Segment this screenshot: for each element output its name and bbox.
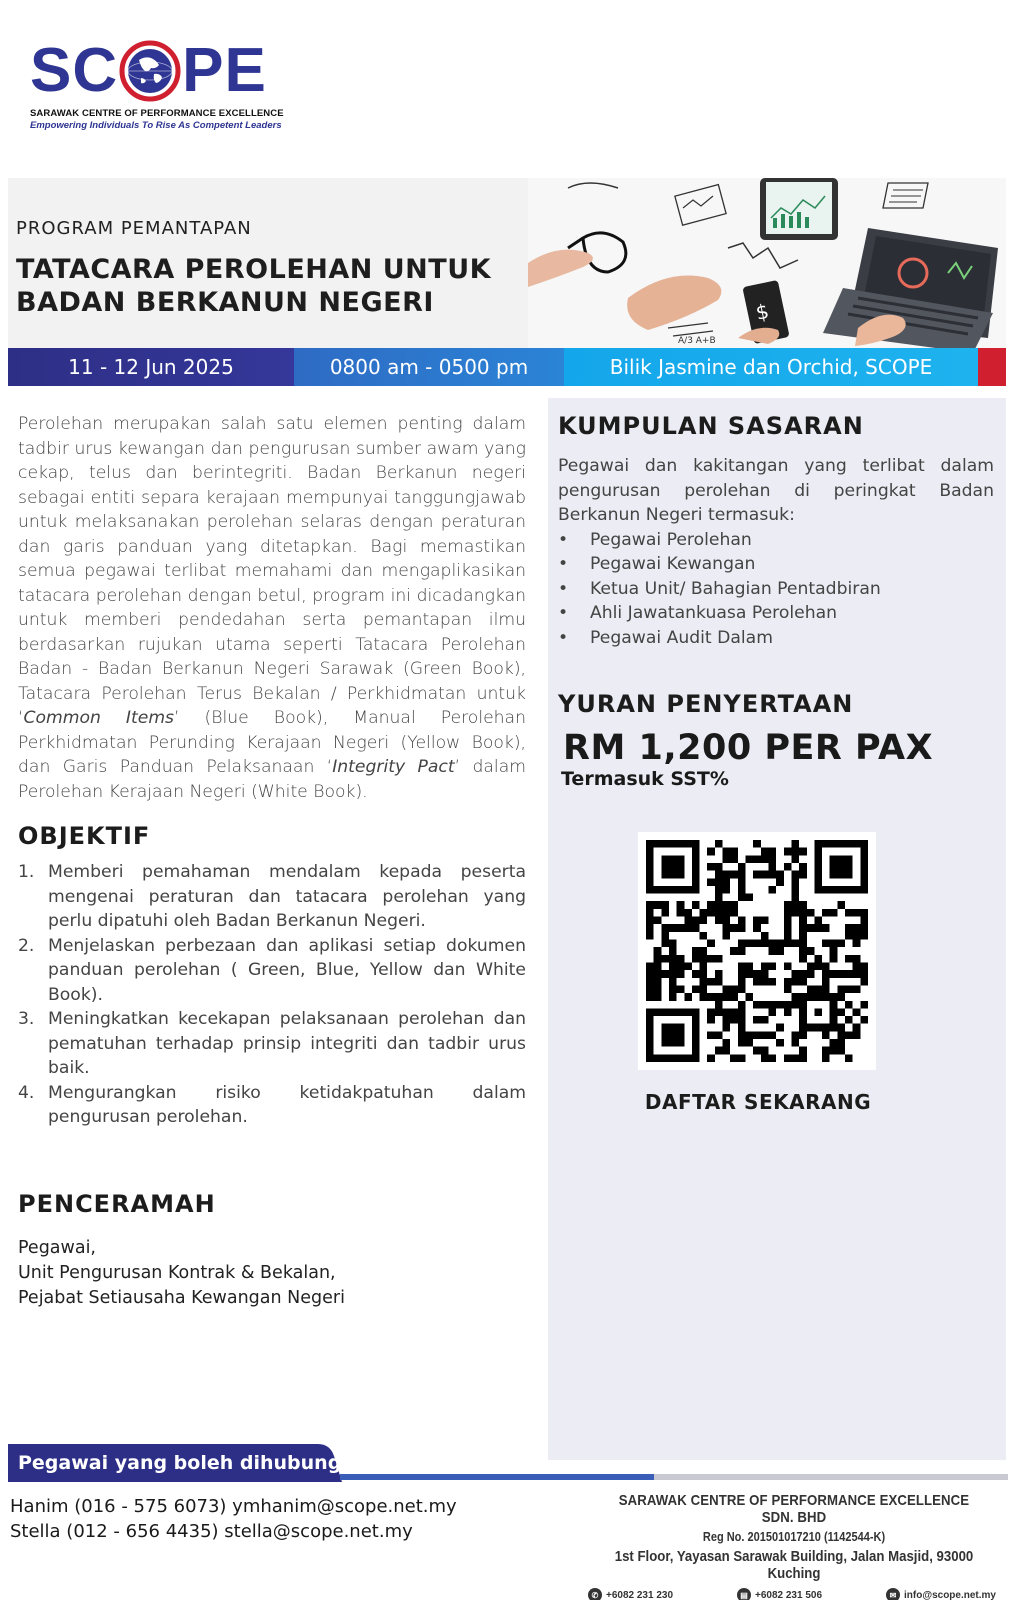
banner-text [16,218,491,319]
program-title [16,253,491,319]
list-text: Ketua Unit/ Bahagian Pentadbiran [590,578,881,599]
logo-word-left: SC [30,36,119,105]
email-text: info@scope.net.my [904,1589,996,1600]
qr-code-icon [646,840,868,1062]
contact-tab [8,1444,348,1482]
intro-text-2: ’ (Blue Book), Manual Perolehan Perkhidmatan Perunding Kerajaan Negeri (Yellow Book), dan Garis Panduan Pelaksanaan ‘ [18,708,526,777]
logo-word-right: PE [182,36,267,105]
logo-wordmark [30,38,290,104]
penceramah-text [18,1236,345,1311]
bullet-icon: • [558,529,569,550]
list-text: Pegawai Perolehan [590,529,752,550]
list-item [558,626,994,651]
logo-tagline: Empowering Individuals To Rise As Competent Leaders [30,120,282,131]
phone-icon: ✆ [588,1588,602,1600]
penceramah-line: Unit Pengurusan Kontrak & Bekalan, [18,1263,336,1283]
bullet-icon: • [558,627,569,648]
registration-qr-code[interactable] [638,832,876,1070]
company-email[interactable] [886,1588,996,1600]
list-item [18,1081,526,1130]
event-info-bar [8,348,1006,386]
company-fax[interactable] [737,1588,822,1600]
program-label: PROGRAM PEMANTAPAN [16,218,252,239]
list-item [558,601,994,626]
list-item [18,1007,526,1081]
company-info [582,1492,1006,1600]
list-item [558,528,994,553]
footer-divider [654,1474,1008,1480]
globe-icon [119,40,181,102]
yuran-heading: YURAN PENYERTAAN [558,690,854,718]
contact-persons [10,1494,457,1544]
company-contacts [582,1588,1006,1600]
svg-text:$: $ [753,298,771,325]
left-column [18,412,526,1130]
company-phone[interactable] [588,1588,673,1600]
right-column [558,412,994,790]
list-text: Ahli Jawatankuasa Perolehan [590,603,838,623]
desk-illustration [528,178,1006,348]
contact-line[interactable]: Hanim (016 - 575 6073) ymhanim@scope.net.my [10,1496,457,1517]
intro-italic-2: Integrity Pact [332,757,455,777]
list-text: Pegawai Audit Dalam [590,627,773,648]
objektif-heading: OBJEKTIF [18,822,151,850]
list-text: Memberi pemahaman mendalam kepada peserta mengenai peraturan dan tatacara perolehan yang perlu dipatuhi oleh Badan Berkanun Negeri. [48,862,526,931]
list-text: Meningkatkan kecekapan pelaksanaan perolehan dan pematuhan terhadap prinsip integriti dan tadbir urus baik. [48,1009,526,1078]
intro-italic-1: Common Items [23,708,175,728]
intro-paragraph [18,412,526,804]
company-reg: Reg No. 201501017210 (1142544-K) [702,1530,886,1544]
kumpulan-list [558,528,994,651]
phone-text: +6082 231 230 [606,1589,674,1600]
fee-amount: RM 1,200 PER PAX [563,728,934,768]
company-address: 1st Floor, Yayasan Sarawak Building, Jalan Masjid, 93000 Kuching [614,1548,974,1582]
list-text: Pegawai Kewangan [590,554,756,574]
footer-divider [340,1474,654,1480]
bullet-icon: • [558,603,569,623]
list-text: Menjelaskan perbezaan dan aplikasi setiap dokumen panduan perolehan ( Green, Blue, Yellow dan White Book). [48,935,526,1005]
intro-text-1: Perolehan merupakan salah satu elemen penting dalam tadbir urus kewangan dan pengurusan sumber awam yang cekap, telus dan berintegriti. Badan Berkanun negeri sebagai entiti separa kerajaan mempunyai tanggungjawab untuk melaksanakan perolehan selaras dengan peraturan dan garis panduan yang ditetapkan. Bagi memastikan semua pegawai terlibat memahami dan mengaplikasikan tatacara perolehan dengan betul, program ini dicadangkan untuk memberi pendedahan serta pemantapan ilmu berdasarkan rujukan utama seperti Tatacara Perolehan Badan - Badan Berkanun Negeri Sarawak (Green Book), Tatacara Perolehan Terus Bekalan / Perkhidmatan untuk ‘ [18,414,526,728]
contact-line[interactable]: Stella (012 - 656 4435) stella@scope.net.my [10,1521,413,1542]
company-name: SARAWAK CENTRE OF PERFORMANCE EXCELLENCE SDN. BHD [618,1492,970,1526]
banner-photo [528,178,1006,348]
objektif-list [18,860,526,1130]
event-venue: Bilik Jasmine dan Orchid, SCOPE [564,348,978,386]
penceramah-line: Pegawai, [18,1238,96,1258]
list-text: Mengurangkan risiko ketidakpatuhan dalam pengurusan perolehan. [48,1082,526,1127]
kumpulan-heading: KUMPULAN SASARAN [558,412,864,440]
intro-text-3: ’ dalam Perolehan Kerajaan Negeri (White Book). [18,757,526,802]
list-number: 2. [18,935,35,956]
list-item [558,552,994,577]
list-item [558,577,994,602]
event-time: 0800 am - 0500 pm [294,348,564,386]
bullet-icon: • [558,554,569,574]
logo-subtitle: SARAWAK CENTRE OF PERFORMANCE EXCELLENCE [30,108,284,119]
penceramah-line: Pejabat Setiausaha Kewangan Negeri [18,1288,345,1308]
list-number: 3. [18,1009,35,1029]
bullet-icon: • [558,578,569,599]
list-item [18,934,526,1008]
program-banner [8,178,1006,348]
fee-note: Termasuk SST% [561,768,729,790]
list-number: 1. [18,862,35,882]
penceramah-heading: PENCERAMAH [18,1190,216,1218]
register-now-label: DAFTAR SEKARANG [644,1090,872,1114]
svg-text:A/3 A+B: A/3 A+B [678,336,716,346]
fax-text: +6082 231 506 [755,1589,823,1600]
list-item [18,860,526,934]
accent-strip [978,348,1006,386]
email-icon: ✉ [886,1588,900,1600]
scope-logo [30,38,290,131]
contact-title: Pegawai yang boleh dihubungi [18,1452,348,1474]
list-number: 4. [18,1082,35,1103]
program-title-line2: BADAN BERKANUN NEGERI [16,287,434,318]
event-date: 11 - 12 Jun 2025 [8,348,294,386]
program-title-line1: TATACARA PEROLEHAN UNTUK [16,254,492,285]
penceramah-section [18,1190,345,1311]
fax-icon: ▤ [737,1588,751,1600]
kumpulan-description: Pegawai dan kakitangan yang terlibat dalam pengurusan perolehan di peringkat Badan Berkanun Negeri termasuk: [558,456,994,525]
